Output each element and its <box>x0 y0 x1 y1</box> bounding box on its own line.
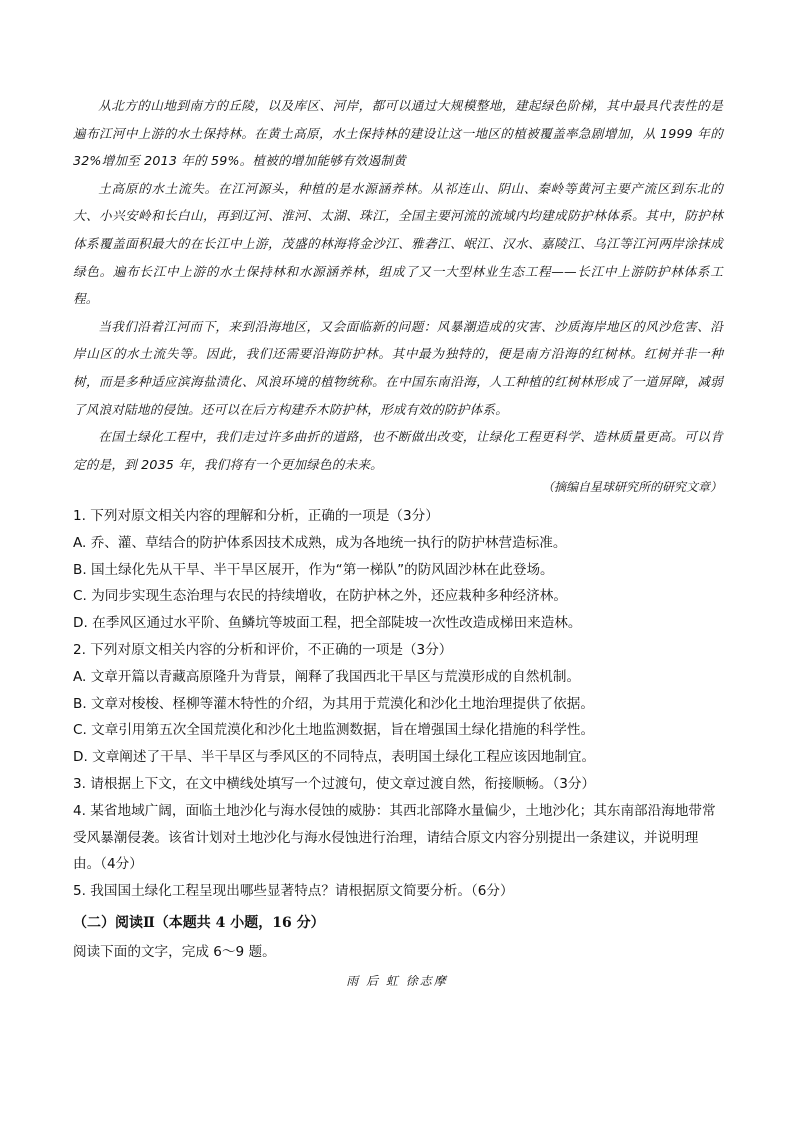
question-3: 3. 请根据上下文，在文中横线处填写一个过渡句，使文章过渡自然，衔接顺畅。（3分） <box>73 775 596 792</box>
passage-paragraph-2: 土高原的水土流失。在江河源头，种植的是水源涵养林。从祁连山、阴山、秦岭等黄河主要产流区到东北的大、小兴安岭和长白山，再到辽河、淮河、太湖、珠江，全国主要河流的流域内均建成防护林体系。其中，防护林体系覆盖面积最大的在长江中上游，茂盛的林海将金沙江、雅砻江、岷江、汉水、嘉陵江、乌江等江河两岸涂抹成绿色。遍布长江中上游的水土保持林和水源涵养林，组成了又一大型林业生态工程——长江中上游防护林体系工程。 <box>73 180 723 307</box>
question-2-option-c: C. 文章引用第五次全国荒漠化和沙化土地监测数据，旨在增强国土绿化措施的科学性。 <box>73 722 595 739</box>
section-instruction: 阅读下面的文字，完成 6～9 题。 <box>73 944 276 960</box>
passage-paragraph-3: 当我们沿着江河而下，来到沿海地区，又会面临新的问题：风暴潮造成的灾害、沙质海岸地区的风沙危害、沿岸山区的水土流失等。因此，我们还需要沿海防护林。其中最为独特的，便是南方沿海的红树林。红树并非一种树，而是多种适应滨海盐渍化、风浪环境的植物统称。在中国东南沿海，人工种植的红树林形成了一道屏障，减弱了风浪对陆地的侵蚀。还可以在后方构建乔木防护林，形成有效的防护体系。 <box>73 318 723 417</box>
question-4: 4. 某省地域广阔，面临土地沙化与海水侵蚀的威胁：其西北部降水量偏少，土地沙化；其东南部沿海地带常受风暴潮侵袭。该省计划对土地沙化与海水侵蚀进行治理，请结合原文内容分别提出一条建议，并说明理由。（4分） <box>73 802 716 873</box>
question-list <box>73 503 723 905</box>
passage-paragraph-4: 在国土绿化工程中，我们走过许多曲折的道路，也不断做出改变，让绿化工程更科学、造林质量更高。可以肯定的是，到 2035 年，我们将有一个更加绿色的未来。 <box>73 429 723 472</box>
question-1-stem: 1. 下列对原文相关内容的理解和分析，正确的一项是（3分） <box>73 508 439 524</box>
question-2-option-b: B. 文章对梭梭、柽柳等灌木特性的介绍，为其用于荒漠化和沙化土地治理提供了依据。 <box>73 695 594 712</box>
poem-title: 雨 后 虹 徐志摩 <box>346 974 448 988</box>
reading-passage <box>73 92 723 478</box>
question-1-option-c: C. 为同步实现生态治理与农民的持续增收，在防护林之外，还应栽种多种经济林。 <box>73 588 567 605</box>
question-5: 5. 我国国土绿化工程呈现出哪些显著特点？请根据原文简要分析。（6分） <box>73 883 514 900</box>
question-1-option-b: B. 国土绿化先从干旱、半干旱区展开，作为“第一梯队”的防风固沙林在此登场。 <box>73 561 554 578</box>
question-1-option-d: D. 在季风区通过水平阶、鱼鳞坑等坡面工程，把全部陡坡一次性改造成梯田来造林。 <box>73 615 582 632</box>
passage-paragraph-1: 从北方的山地到南方的丘陵，以及库区、河岸，都可以通过大规模整地，建起绿色阶梯，其中最具代表性的是遍布江河中上游的水土保持林。在黄土高原，水土保持林的建设让这一地区的植被覆盖率急剧增加，从 1999 年的 32%增加至 2013 年的 59%。植被的增加能够有效遏制黄 <box>73 98 723 169</box>
question-2-option-d: D. 文章阐述了干旱、半干旱区与季风区的不同特点，表明国土绿化工程应该因地制宜。 <box>73 749 596 766</box>
question-2-stem: 2. 下列对原文相关内容的分析和评价，不正确的一项是（3分） <box>73 641 453 658</box>
question-2-option-a: A. 文章开篇以青藏高原隆升为背景，阐释了我国西北干旱区与荒漠形成的自然机制。 <box>73 668 581 685</box>
section-heading: （二）阅读Ⅱ（本题共 4 小题，16 分） <box>73 915 325 931</box>
question-1-option-a: A. 乔、灌、草结合的防护体系因技术成熟，成为各地统一执行的防护林营造标准。 <box>73 534 567 551</box>
passage-source: （摘编自星球研究所的研究文章） <box>541 480 722 494</box>
